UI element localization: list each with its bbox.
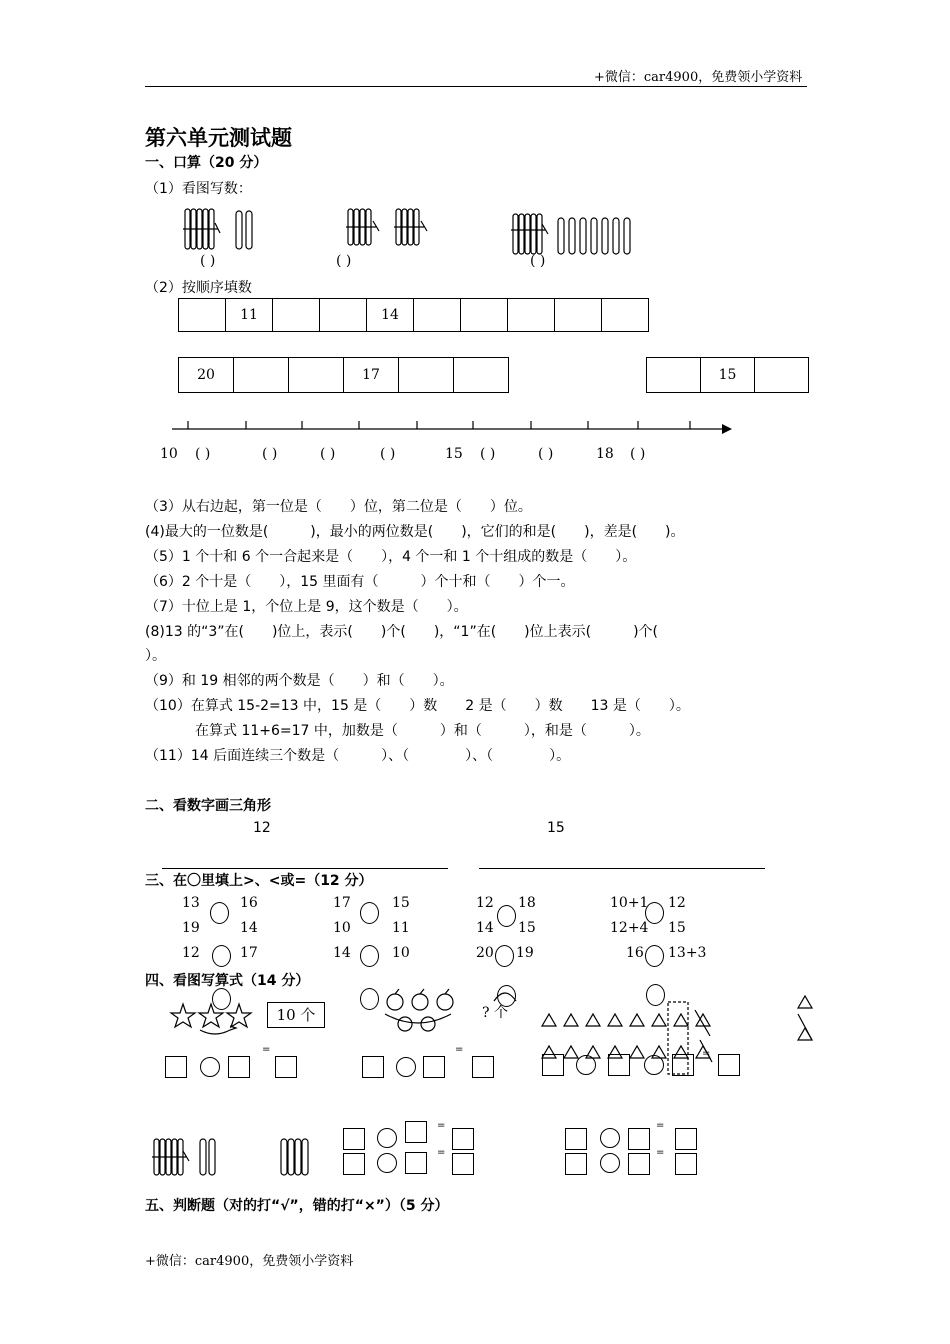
- triangle-count-b: 15: [547, 820, 565, 836]
- question-9: （9）和 19 相邻的两个数是（ ）和（ ）。: [145, 673, 454, 689]
- operator-circle[interactable]: [576, 1055, 596, 1075]
- answer-square[interactable]: [628, 1128, 650, 1150]
- seq2-cell[interactable]: [234, 358, 289, 393]
- answer-square[interactable]: [672, 1054, 694, 1076]
- operator-circle[interactable]: [396, 1057, 416, 1077]
- question-6: （6）2 个十是（ ），15 里面有（ ）个十和（ ）个一。: [145, 574, 575, 590]
- operator-circle[interactable]: [377, 1153, 397, 1173]
- seq1-cell: 11: [226, 299, 273, 332]
- cmp-left: 12: [182, 945, 200, 961]
- cmp-right: 18: [518, 895, 536, 911]
- compare-circle[interactable]: [212, 945, 231, 967]
- cmp-right: 15: [392, 895, 410, 911]
- compare-circle[interactable]: [360, 988, 379, 1010]
- answer-square[interactable]: [405, 1121, 427, 1143]
- question-8-end: ）。: [145, 648, 166, 664]
- cmp-right: 10: [392, 945, 410, 961]
- answer-square[interactable]: [628, 1153, 650, 1175]
- answer-square[interactable]: [472, 1056, 494, 1078]
- answer-square[interactable]: [675, 1153, 697, 1175]
- nl-label: 15: [445, 446, 463, 462]
- seq1-cell: 14: [367, 299, 414, 332]
- cmp-left: 19: [182, 920, 200, 936]
- answer-square[interactable]: [405, 1152, 427, 1174]
- operator-circle[interactable]: [644, 1055, 664, 1075]
- nl-label: 10: [160, 446, 178, 462]
- seq2-cell[interactable]: [399, 358, 454, 393]
- stars-figure: [170, 1000, 270, 1040]
- seq1-cell[interactable]: [414, 299, 461, 332]
- seq1-cell[interactable]: [508, 299, 555, 332]
- sticks-figure-4: [150, 1135, 230, 1180]
- cmp-right: 17: [240, 945, 258, 961]
- seq1-cell[interactable]: [273, 299, 320, 332]
- answer-square[interactable]: [452, 1153, 474, 1175]
- equals-sign: =: [437, 1147, 446, 1158]
- nl-label: 18: [596, 446, 614, 462]
- compare-circle[interactable]: [360, 945, 379, 967]
- nl-blank[interactable]: ( ): [630, 446, 646, 462]
- section3-heading: 三、在〇里填上>、<或=（12 分）: [145, 873, 373, 889]
- sticks-figure-2: [345, 205, 435, 255]
- triangle-count-a: 12: [253, 820, 271, 836]
- draw-line-b[interactable]: [479, 868, 765, 869]
- header-note: +微信：car4900，免费领小学资料: [594, 70, 803, 85]
- seq2-cell[interactable]: [454, 358, 509, 393]
- nl-blank[interactable]: ( ): [262, 446, 278, 462]
- compare-circle[interactable]: [210, 902, 229, 924]
- seq1-cell[interactable]: [555, 299, 602, 332]
- answer-square[interactable]: [343, 1153, 365, 1175]
- section1-heading: 一、口算（20 分）: [145, 155, 268, 171]
- cmp-right: 11: [392, 920, 410, 936]
- question-5: （5）1 个十和 6 个一合起来是（ ），4 个一和 1 个十组成的数是（ ）。: [145, 549, 637, 565]
- equals-sign: =: [455, 1044, 464, 1055]
- section2-heading: 二、看数字画三角形: [145, 798, 271, 814]
- draw-line-a[interactable]: [162, 868, 448, 869]
- cmp-left: 14: [333, 945, 351, 961]
- question-7: （7）十位上是 1，个位上是 9，这个数是（ ）。: [145, 599, 468, 615]
- operator-circle[interactable]: [600, 1153, 620, 1173]
- cmp-right: 15: [668, 920, 686, 936]
- seq2-cell: 17: [344, 358, 399, 393]
- nl-blank[interactable]: ( ): [538, 446, 554, 462]
- q1-label: （1）看图写数：: [145, 181, 252, 197]
- answer-square[interactable]: [675, 1128, 697, 1150]
- operator-circle[interactable]: [600, 1128, 620, 1148]
- nl-blank[interactable]: ( ): [195, 446, 211, 462]
- sequence-row-1: [178, 298, 649, 332]
- seq3-cell[interactable]: [755, 358, 809, 393]
- header-rule: [145, 86, 807, 87]
- seq1-cell[interactable]: [320, 299, 367, 332]
- question-8: (8)13 的“3”在( )位上，表示( )个( )，“1”在( )位上表示( )个(: [145, 624, 659, 640]
- answer-square[interactable]: [228, 1056, 250, 1078]
- compare-circle[interactable]: [360, 902, 379, 924]
- cmp-right: 15: [518, 920, 536, 936]
- page-title: 第六单元测试题: [145, 126, 292, 150]
- unknown-count: ? 个: [482, 1005, 508, 1021]
- answer-square[interactable]: [542, 1054, 564, 1076]
- footer-note: +微信：car4900，免费领小学资料: [145, 1254, 354, 1269]
- equals-sign: =: [656, 1147, 665, 1158]
- total-box: 10 个: [267, 1002, 325, 1028]
- seq3-cell: 15: [701, 358, 755, 393]
- nl-blank[interactable]: ( ): [320, 446, 336, 462]
- seq3-cell[interactable]: [647, 358, 701, 393]
- cmp-right: 16: [240, 895, 258, 911]
- sticks-figure-1: [180, 205, 270, 255]
- answer-square[interactable]: [362, 1056, 384, 1078]
- section5-heading: 五、判断题（对的打“√”，错的打“×”）（5 分）: [145, 1198, 449, 1214]
- cmp-right: 19: [516, 945, 534, 961]
- seq2-cell: 20: [179, 358, 234, 393]
- operator-circle[interactable]: [377, 1128, 397, 1148]
- answer-square[interactable]: [565, 1153, 587, 1175]
- equals-sign: =: [702, 1048, 711, 1059]
- cmp-left: 20: [476, 945, 494, 961]
- q1-blank-3[interactable]: ( ): [530, 253, 546, 269]
- seq1-cell[interactable]: [602, 299, 649, 332]
- answer-square[interactable]: [343, 1128, 365, 1150]
- question-3: （3）从右边起，第一位是（ ）位，第二位是（ ）位。: [145, 499, 532, 515]
- q1-blank-2[interactable]: ( ): [336, 253, 352, 269]
- cmp-left: 16: [626, 945, 644, 961]
- seq2-cell[interactable]: [289, 358, 344, 393]
- cmp-left: 10+1: [610, 895, 649, 911]
- apples-figure: [383, 988, 473, 1038]
- section4-heading: 四、看图写算式（14 分）: [145, 973, 310, 989]
- cmp-left: 10: [333, 920, 351, 936]
- equals-sign: =: [656, 1120, 665, 1131]
- answer-square[interactable]: [423, 1056, 445, 1078]
- q1-blank-1[interactable]: ( ): [200, 253, 216, 269]
- bracket-arc: [490, 985, 520, 1005]
- equals-sign: =: [437, 1120, 446, 1131]
- cmp-right: 13+3: [668, 945, 707, 961]
- answer-square[interactable]: [275, 1056, 297, 1078]
- seq1-cell[interactable]: [461, 299, 508, 332]
- seq1-cell[interactable]: [179, 299, 226, 332]
- answer-square[interactable]: [565, 1128, 587, 1150]
- compare-circle[interactable]: [497, 905, 516, 927]
- cmp-left: 12+4: [610, 920, 649, 936]
- answer-square[interactable]: [608, 1054, 630, 1076]
- operator-circle[interactable]: [200, 1057, 220, 1077]
- cmp-left: 17: [333, 895, 351, 911]
- cmp-left: 14: [476, 920, 494, 936]
- cmp-right: 14: [240, 920, 258, 936]
- number-line: [170, 418, 740, 438]
- cmp-left: 13: [182, 895, 200, 911]
- question-10a: （10）在算式 15-2=13 中，15 是（ ）数 2 是（ ）数 13 是（ ）。: [145, 698, 690, 714]
- question-4: (4)最大的一位数是( )，最小的两位数是( )，它们的和是( )，差是( )。: [145, 524, 685, 540]
- answer-square[interactable]: [452, 1128, 474, 1150]
- sticks-figure-5: [278, 1135, 318, 1180]
- nl-blank[interactable]: ( ): [380, 446, 396, 462]
- compare-circle[interactable]: [495, 945, 514, 967]
- cmp-right: 12: [668, 895, 686, 911]
- q2-label: （2）按顺序填数: [145, 280, 252, 296]
- question-10b: 在算式 11+6=17 中，加数是（ ）和（ ），和是（ ）。: [195, 723, 650, 739]
- sequence-row-2: [178, 357, 509, 393]
- equals-sign: =: [262, 1044, 271, 1055]
- answer-square[interactable]: [718, 1054, 740, 1076]
- cmp-left: 12: [476, 895, 494, 911]
- question-11: （11）14 后面连续三个数是（ ）、（ ）、（ ）。: [145, 748, 571, 764]
- sequence-row-3: [646, 357, 809, 393]
- compare-circle[interactable]: [645, 945, 664, 967]
- nl-blank[interactable]: ( ): [480, 446, 496, 462]
- answer-square[interactable]: [165, 1056, 187, 1078]
